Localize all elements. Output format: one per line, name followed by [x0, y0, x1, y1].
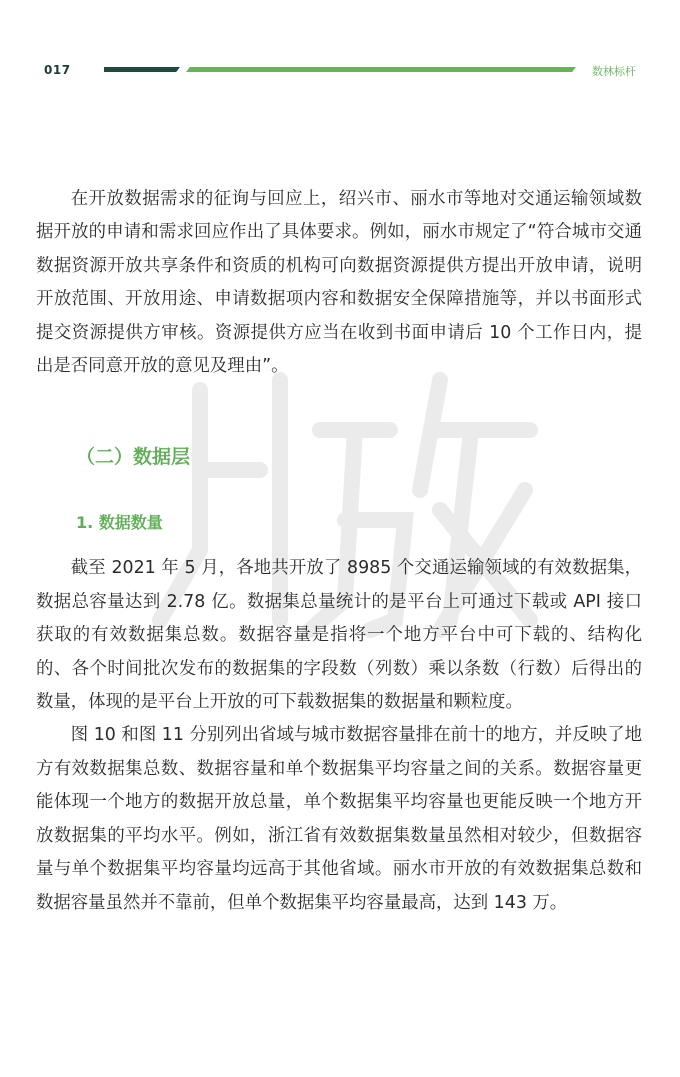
header-bar-green: [186, 67, 576, 72]
section-title: （二）数据层: [76, 446, 191, 469]
subsection-title: 1. 数据数量: [76, 513, 163, 533]
paragraph-1: 截至 2021 年 5 月，各地共开放了 8985 个交通运输领域的有效数据集，数据总容量达到 2.78 亿。数据集总量统计的是平台上可通过下载或 API 接口获取的有效数据集总数。数据容量是指将一个地方平台中可下载的、结构化的、各个时间批次发布的数据集的字段数（列数）乘以条数（行数）后得出的数量，体现的是平台上开放的可下载数据集的数据量和颗粒度。: [36, 558, 642, 713]
page-number: 017: [44, 63, 71, 77]
page-content: [36, 183, 642, 920]
paragraph-2: 图 10 和图 11 分别列出省域与城市数据容量排在前十的地方，并反映了地方有效数据集总数、数据容量和单个数据集平均容量之间的关系。数据容量更能体现一个地方的数据开放总量，单个数据集平均容量也更能反映一个地方开放数据集的平均水平。例如，浙江省有效数据集数量虽然相对较少，但数据容量与单个数据集平均容量均远高于其他省域。丽水市开放的有效数据集总数和数据容量虽然并不靠前，但单个数据集平均容量最高，达到 143 万。: [36, 725, 642, 913]
brand-label: 数林标杆: [592, 65, 636, 78]
intro-paragraph: 在开放数据需求的征询与回应上，绍兴市、丽水市等地对交通运输领域数据开放的申请和需求回应作出了具体要求。例如，丽水市规定了“符合城市交通数据资源开放共享条件和资质的机构可向数据资源提供方提出开放申请，说明开放范围、开放用途、申请数据项内容和数据安全保障措施等，并以书面形式提交资源提供方审核。资源提供方应当在收到书面申请后 10 个工作日内，提出是否同意开放的意见及理由”。: [36, 189, 642, 377]
page-header: [0, 60, 680, 80]
header-bar-dark: [104, 67, 180, 72]
